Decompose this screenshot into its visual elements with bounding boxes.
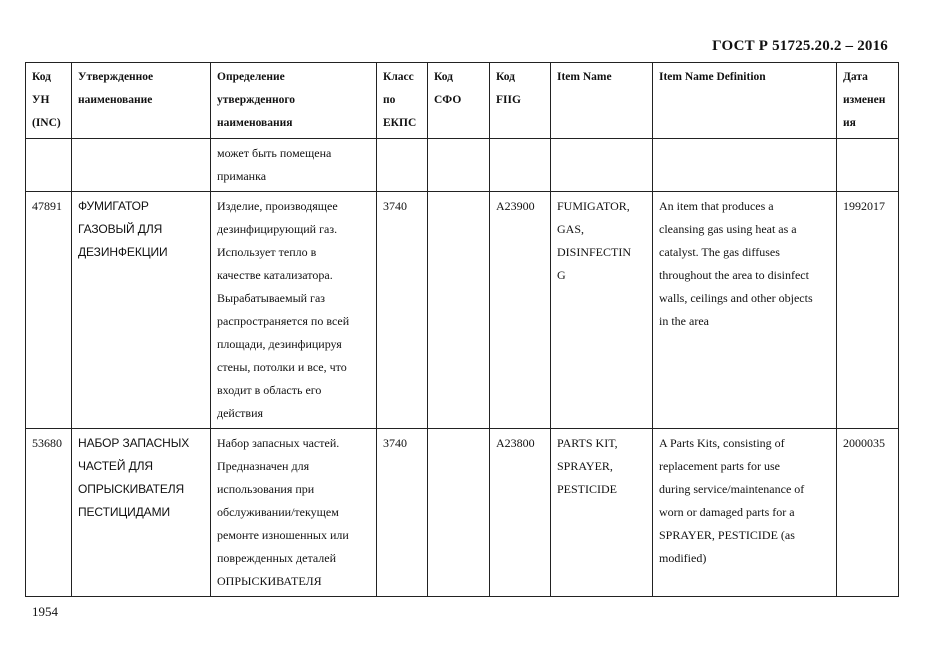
table-row bbox=[26, 429, 899, 597]
cell-fiig bbox=[490, 139, 551, 192]
cell-date bbox=[837, 139, 899, 192]
cell-fiig: A23900 bbox=[490, 192, 551, 429]
cell-item-name: PARTS KIT, SPRAYER, PESTICIDE bbox=[551, 429, 653, 597]
cell-definition: Набор запасных частей. Предназначен для использования при обслуживании/текущем ремонте изношенных или поврежденных деталей ОПРЫСКИВАТЕЛЯ bbox=[211, 429, 377, 597]
table-row bbox=[26, 139, 899, 192]
cell-sfo bbox=[428, 139, 490, 192]
page-number: 1954 bbox=[32, 604, 58, 619]
cell-date: 1992017 bbox=[837, 192, 899, 429]
cell-class: 3740 bbox=[377, 429, 428, 597]
cell-definition: Изделие, производящее дезинфицирующий газ. Использует тепло в качестве катализатора. Вырабатываемый газ распространяется по всей площади, дезинфицируя стены, потолки и все, что входит в область его действия bbox=[211, 192, 377, 429]
cell-approved-name: НАБОР ЗАПАСНЫХ ЧАСТЕЙ ДЛЯ ОПРЫСКИВАТЕЛЯ ПЕСТИЦИДАМИ bbox=[72, 429, 211, 597]
table-row bbox=[26, 192, 899, 429]
cell-item-definition: A Parts Kits, consisting of replacement parts for use during service/maintenance of worn or damaged parts for a SPRAYER, PESTICIDE (as modified) bbox=[653, 429, 837, 597]
cell-definition: может быть помещена приманка bbox=[211, 139, 377, 192]
cell-inc bbox=[26, 139, 72, 192]
cell-inc: 47891 bbox=[26, 192, 72, 429]
header-sfo-code: Код СФО bbox=[428, 63, 490, 139]
header-name-definition: Определение утвержденного наименования bbox=[211, 63, 377, 139]
cell-sfo bbox=[428, 429, 490, 597]
cell-item-definition: An item that produces a cleansing gas using heat as a catalyst. The gas diffuses throughout the area to disinfect walls, ceilings and other objects in the area bbox=[653, 192, 837, 429]
header-ekps-class: Класс по ЕКПС bbox=[377, 63, 428, 139]
header-approved-name: Утвержденное наименование bbox=[72, 63, 211, 139]
cell-item-name: FUMIGATOR, GAS, DISINFECTIN G bbox=[551, 192, 653, 429]
header-item-name-definition: Item Name Definition bbox=[653, 63, 837, 139]
header-fiig-code: Код FIIG bbox=[490, 63, 551, 139]
header-item-name: Item Name bbox=[551, 63, 653, 139]
cell-class bbox=[377, 139, 428, 192]
cell-approved-name: ФУМИГАТОР ГАЗОВЫЙ ДЛЯ ДЕЗИНФЕКЦИИ bbox=[72, 192, 211, 429]
cell-inc: 53680 bbox=[26, 429, 72, 597]
catalog-table bbox=[25, 62, 899, 597]
cell-approved-name bbox=[72, 139, 211, 192]
document-standard-header: ГОСТ Р 51725.20.2 – 2016 bbox=[712, 38, 888, 54]
cell-sfo bbox=[428, 192, 490, 429]
header-change-date: Дата изменен ия bbox=[837, 63, 899, 139]
table-header-row bbox=[26, 63, 899, 139]
cell-class: 3740 bbox=[377, 192, 428, 429]
cell-item-name bbox=[551, 139, 653, 192]
header-inc-code: Код УН (INC) bbox=[26, 63, 72, 139]
cell-fiig: A23800 bbox=[490, 429, 551, 597]
cell-item-definition bbox=[653, 139, 837, 192]
cell-date: 2000035 bbox=[837, 429, 899, 597]
